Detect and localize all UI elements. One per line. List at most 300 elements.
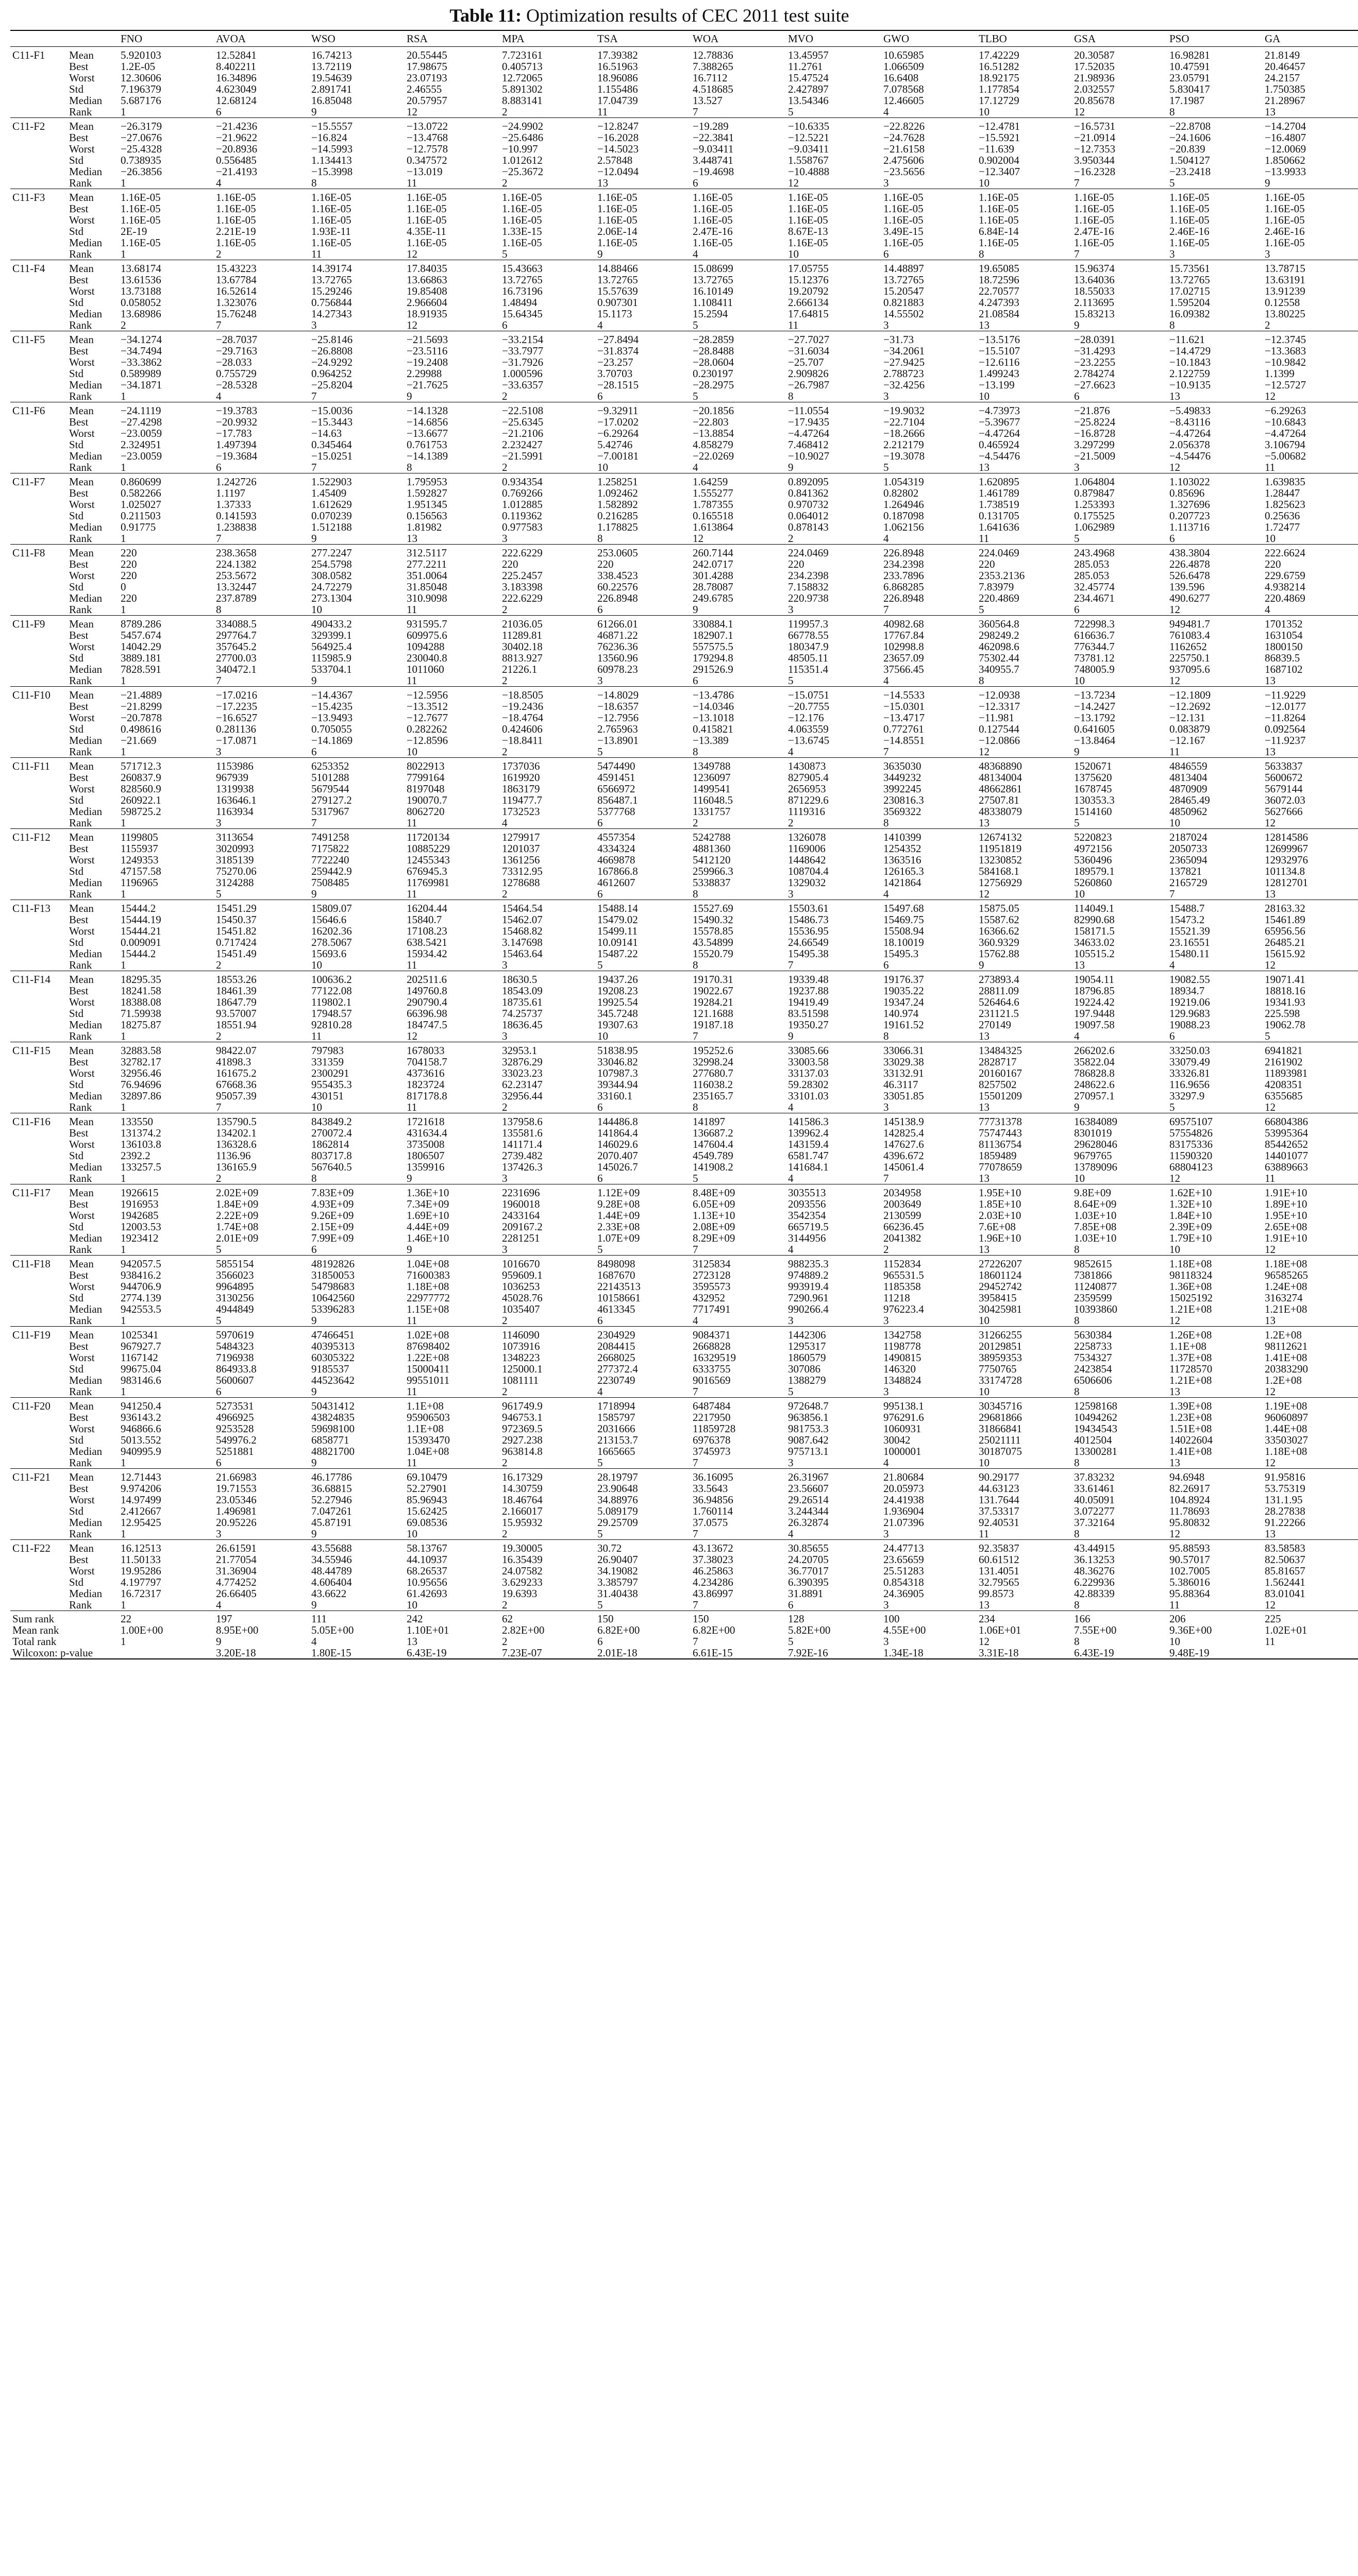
table-cell: 45028.76 [502,1292,543,1304]
table-cell: 34.19082 [597,1565,638,1577]
table-cell: 1.16E-05 [407,214,447,226]
table-cell: 3 [502,1030,508,1042]
function-label: C11-F2 [12,120,45,132]
table-cell: −20.8936 [216,143,258,155]
table-row [10,866,1358,877]
table-cell: 76236.36 [597,640,638,653]
table-cell: 4972156 [1074,842,1112,855]
function-label [10,1386,67,1398]
table-cell: 9253528 [216,1422,254,1435]
table-row [10,487,1358,499]
table-cell: −15.0036 [311,404,353,417]
header-blank [67,30,119,47]
table-row [10,900,1358,914]
summary-cell: 12 [979,1635,990,1648]
table-cell: 1319938 [216,783,254,795]
table-cell: 248622.6 [1074,1078,1115,1091]
table-cell: 490433.2 [311,618,352,630]
function-label [10,106,67,118]
table-cell: 1016670 [502,1258,540,1270]
table-cell: 533704.1 [311,663,352,675]
table-cell: 1.28447 [1265,487,1300,499]
function-label [10,1446,67,1457]
table-cell: 24.66549 [788,936,829,948]
table-cell: 184747.5 [407,1019,447,1031]
table-cell: −18.2666 [883,427,925,439]
table-cell: 260.7144 [693,547,733,559]
table-cell: 2.39E+09 [1169,1221,1212,1233]
table-row [10,391,1358,402]
table-cell: 1.16E-05 [407,236,447,249]
table-cell: 1.41E+08 [1169,1445,1212,1458]
function-label [10,1577,67,1588]
table-cell: 40982.68 [883,618,924,630]
table-cell: 19341.93 [1265,996,1305,1008]
function-label [10,783,67,794]
table-cell: 1.16E-05 [693,191,733,204]
table-cell: −12.0866 [979,734,1020,747]
metric-label: Worst [69,498,95,511]
metric-label: Mean [69,689,94,701]
table-cell: 430151 [311,1090,344,1102]
table-cell: 17.42229 [979,49,1019,61]
metric-label: Std [69,723,84,735]
table-cell: 4.197797 [121,1576,161,1588]
table-cell: 1329032 [788,876,826,889]
table-cell: 21226.1 [502,663,538,675]
table-cell: 30402.18 [502,640,543,653]
table-cell: 4 [597,1385,603,1398]
table-cell: 3 [502,1172,508,1184]
table-cell: 2187024 [1169,831,1208,843]
summary-section [10,1611,1358,1659]
table-cell: 18.55033 [1074,285,1115,297]
table-row [10,118,1358,132]
table-header [10,30,1358,47]
function-label: C11-F9 [12,618,45,630]
function-label: C11-F4 [12,262,45,275]
table-cell: 1349788 [693,760,731,772]
summary-cell: 242 [407,1613,423,1625]
table-cell: 10 [311,603,322,616]
table-cell: 15536.95 [788,925,829,937]
table-cell: 7.85E+08 [1074,1221,1117,1233]
table-cell: 226.4878 [1169,558,1210,570]
table-cell: 2050733 [1169,842,1208,855]
table-cell: 1348223 [502,1351,540,1364]
table-cell: 3 [502,1243,508,1256]
table-row [10,1423,1358,1434]
table-cell: 9 [407,1243,412,1256]
table-cell: −12.0177 [1265,700,1306,713]
table-cell: 4 [883,106,889,118]
metric-label: Mean [69,476,94,488]
table-cell: 1 [121,1172,126,1184]
table-cell: 1.21E+08 [1265,1303,1307,1315]
table-cell: 13.68986 [121,308,161,320]
table-cell: −26.3856 [121,165,162,178]
table-cell: 432952 [693,1292,725,1304]
table-cell: 5 [597,1528,603,1540]
metric-label: Worst [69,285,95,297]
table-cell: 69.10479 [407,1471,447,1483]
table-cell: 1514160 [1074,805,1112,818]
table-cell: 3 [311,319,317,331]
table-cell: 5.42746 [597,438,633,451]
summary-cell: 1 [121,1635,126,1648]
summary-cell: 1.80E-15 [309,1647,405,1659]
table-cell: 1073916 [502,1340,540,1352]
table-cell: 17.84035 [407,262,447,275]
table-cell: 1.1197 [216,487,245,499]
table-cell: 5627666 [1265,805,1303,818]
table-row [10,402,1358,417]
table-cell: 803717.8 [311,1149,352,1162]
table-cell: −26.3179 [121,120,162,132]
table-cell: 965531.5 [883,1269,924,1281]
table-cell: 3.106794 [1265,438,1305,451]
table-cell: 1.16E-05 [883,202,924,215]
table-cell: 29452742 [979,1280,1022,1293]
table-cell: 2 [216,248,222,260]
table-cell: 26.32874 [788,1516,829,1529]
table-cell: 9185537 [311,1363,349,1375]
table-cell: 12.95425 [121,1516,161,1529]
table-row [10,357,1358,368]
table-cell: 2.475606 [883,154,924,166]
metric-label: Median [69,1587,103,1600]
metric-label: Worst [69,1280,95,1293]
table-cell: 3124288 [216,876,254,889]
table-cell: 4373616 [407,1067,445,1079]
table-cell: 1.16E-05 [1169,236,1210,249]
table-cell: 75302.44 [979,652,1019,664]
function-label [10,1554,67,1565]
table-cell: 9.8E+09 [1074,1187,1111,1199]
table-cell: 2 [788,532,794,545]
table-cell: 24.07582 [502,1565,543,1577]
table-cell: 1.16E-05 [1265,236,1305,249]
table-cell: −21.5991 [502,450,544,462]
table-cell: 15934.42 [407,947,447,960]
table-cell: 19170.31 [693,973,733,986]
metric-label: Best [69,1127,89,1139]
table-cell: 10 [597,461,608,473]
table-cell: 115351.4 [788,663,828,675]
function-group [10,1469,1358,1540]
table-cell: −14.5023 [597,143,639,155]
table-cell: 1198778 [883,1340,921,1352]
table-cell: 22.70577 [979,285,1019,297]
table-cell: 5 [502,248,508,260]
table-row [10,1375,1358,1386]
table-cell: 0.216285 [597,510,638,522]
function-label [10,319,67,331]
table-cell: 2.33E+08 [597,1221,640,1233]
table-cell: 1011060 [407,663,444,675]
metric-label: Std [69,1576,84,1588]
table-cell: 1119316 [788,805,825,818]
table-cell: 3.629233 [502,1576,543,1588]
table-cell: 3 [883,1385,889,1398]
table-cell: −28.2859 [693,333,734,346]
table-cell: −4.73973 [979,404,1020,417]
table-cell: 1.16E-05 [502,236,542,249]
function-label [10,925,67,937]
table-cell: 0.415821 [693,723,733,735]
table-cell: 16384089 [1074,1115,1117,1128]
table-cell: 119957.3 [788,618,828,630]
table-cell: 43824835 [311,1411,355,1423]
table-cell: 136103.8 [121,1138,161,1150]
table-cell: 4208351 [1265,1078,1303,1091]
table-cell: 15578.85 [693,925,733,937]
table-cell: −12.0938 [979,689,1020,701]
table-cell: 31.8891 [788,1587,824,1600]
table-cell: 131.7644 [979,1494,1019,1506]
metric-label: Rank [69,532,92,545]
table-cell: 7.047261 [311,1505,352,1517]
table-cell: 2.65E+08 [1265,1221,1307,1233]
table-cell: 4 [216,390,222,402]
table-cell: 18796.85 [1074,985,1115,997]
table-cell: 12 [1265,1101,1276,1113]
table-cell: 609975.6 [407,629,447,641]
table-cell: 1860579 [788,1351,826,1364]
table-cell: 53995364 [1265,1127,1308,1139]
table-cell: 10885229 [407,842,450,855]
table-cell: 2258733 [1074,1340,1112,1352]
table-cell: 10 [1074,674,1085,687]
table-cell: 0.345464 [311,438,352,451]
metric-label: Best [69,1056,89,1068]
table-cell: 33085.66 [788,1044,829,1057]
table-cell: 87698402 [407,1340,450,1352]
table-cell: 8257502 [979,1078,1017,1091]
table-cell: 0.405713 [502,60,543,73]
table-row [10,368,1358,379]
table-cell: 66804386 [1265,1115,1308,1128]
table-row [10,1139,1358,1150]
table-cell: 1.134413 [311,154,352,166]
table-cell: 26485.21 [1265,936,1305,948]
table-cell: 937095.6 [1169,663,1210,675]
function-label [10,510,67,521]
metric-label: Rank [69,1314,92,1327]
table-cell: 16.52614 [216,285,257,297]
table-cell: 12699967 [1265,842,1308,855]
table-cell: 1.2E+08 [1265,1329,1302,1341]
table-cell: 12 [407,1030,417,1042]
table-cell: 9 [1074,745,1080,758]
table-cell: 5630384 [1074,1329,1112,1341]
table-cell: 2041382 [883,1232,921,1244]
table-cell: 220 [788,558,804,570]
function-label [10,1150,67,1161]
table-cell: 13 [979,1243,990,1256]
table-cell: 23.56607 [788,1482,829,1495]
table-cell: 74.25737 [502,1007,543,1020]
table-cell: 10 [1074,1172,1085,1184]
summary-cell: 6.82E+00 [597,1624,640,1636]
table-cell: 1.795953 [407,476,447,488]
function-label: C11-F7 [12,476,45,488]
table-cell: −20.9932 [216,416,258,428]
table-cell: 7 [883,603,889,616]
table-cell: 1.45409 [311,487,347,499]
table-cell: 222.6229 [502,592,543,604]
table-cell: 1 [121,106,126,118]
table-cell: 24.20705 [788,1553,829,1566]
table-cell: 14.48897 [883,262,924,275]
table-cell: 972648.7 [788,1400,829,1412]
table-cell: −10.4888 [788,165,830,178]
table-row [10,319,1358,331]
table-cell: 1167142 [121,1351,158,1364]
table-row [10,331,1358,346]
function-label [10,652,67,664]
table-cell: −6.29263 [1265,404,1306,417]
table-cell: 1.16E-05 [693,202,733,215]
table-cell: 0.82802 [883,487,919,499]
table-cell: 557575.5 [693,640,733,653]
table-cell: 1348824 [883,1374,921,1386]
table-cell: −28.0391 [1074,333,1116,346]
function-label [10,558,67,570]
table-cell: 38959353 [979,1351,1022,1364]
table-cell: −21.4889 [121,689,162,701]
table-cell: −12.6116 [979,356,1020,368]
table-cell: 17108.23 [407,925,447,937]
table-cell: 8.48E+09 [693,1187,735,1199]
table-cell: 9964895 [216,1280,254,1293]
table-cell: −34.1274 [121,333,162,346]
table-cell: 0.761753 [407,438,447,451]
table-cell: 4 [788,745,794,758]
table-cell: 4549.789 [693,1149,733,1162]
table-cell: 3 [788,1314,794,1327]
function-label [10,439,67,450]
table-cell: 133550 [121,1115,153,1128]
metric-label: Mean [69,1044,94,1057]
table-cell: 0.879847 [1074,487,1115,499]
header-algorithm: GA [1263,30,1358,47]
function-label [10,1210,67,1221]
table-cell: 9.26E+09 [311,1209,354,1222]
table-cell: 3.244344 [788,1505,829,1517]
table-cell: 18.10019 [883,936,924,948]
table-cell: 2 [502,674,508,687]
table-cell: 36072.03 [1265,794,1305,806]
metric-label: Worst [69,640,95,653]
table-cell: 0.772761 [883,723,924,735]
table-cell: 827905.4 [788,771,829,784]
table-cell: 99675.04 [121,1363,161,1375]
table-cell: 1 [121,817,126,829]
table-row [10,581,1358,592]
table-cell: 1 [121,1314,126,1327]
table-cell: 18461.39 [216,985,257,997]
table-cell: 15486.73 [788,913,829,926]
table-cell: −21.0914 [1074,131,1116,144]
table-cell: −28.7037 [216,333,258,346]
table-cell: −27.0676 [121,131,162,144]
table-cell: 32953.1 [502,1044,538,1057]
table-cell: −9.32911 [597,404,639,417]
table-cell: 2739.482 [502,1149,543,1162]
metric-label: Rank [69,461,92,473]
table-cell: 864933.8 [216,1363,257,1375]
table-cell: 41898.3 [216,1056,252,1068]
table-cell: 22977772 [407,1292,450,1304]
table-cell: 6 [216,461,222,473]
table-cell: 2034958 [883,1187,921,1199]
table-cell: 5.687176 [121,94,161,107]
summary-row [10,1636,1358,1647]
table-cell: 307086 [788,1363,820,1375]
table-cell: 12 [1169,1172,1180,1184]
table-row [10,166,1358,177]
table-cell: 10 [979,1456,990,1469]
metric-label: Mean [69,1329,94,1341]
table-cell: 234.2398 [788,569,829,582]
table-cell: 85442652 [1265,1138,1308,1150]
table-cell: 15521.39 [1169,925,1210,937]
function-label [10,1090,67,1101]
table-cell: 10 [979,1314,990,1327]
table-cell: 7 [216,674,222,687]
table-cell: 158171.5 [1074,925,1115,937]
table-cell: 19.6393 [502,1587,538,1600]
table-cell: 10.65985 [883,49,924,61]
table-cell: 871229.6 [788,794,829,806]
metric-label: Rank [69,888,92,900]
table-cell: 1.16E-05 [1169,202,1210,215]
function-label [10,937,67,948]
table-cell: 6 [597,1101,603,1113]
table-cell: 33132.91 [883,1067,924,1079]
table-cell: 13.72765 [502,274,543,286]
table-cell: 226.8948 [597,592,638,604]
table-row [10,1327,1358,1341]
table-cell: −13.6677 [407,427,448,439]
table-cell: 1.04E+08 [407,1258,449,1270]
table-cell: 1025341 [121,1329,159,1341]
table-cell: 1960018 [502,1198,540,1210]
table-row [10,132,1358,143]
table-cell: 3542354 [788,1209,826,1222]
table-cell: 3 [788,1456,794,1469]
table-cell: 98112621 [1265,1340,1308,1352]
header-algorithm: WOA [691,30,786,47]
table-cell: 27507.81 [979,794,1019,806]
table-cell: 2423854 [1074,1363,1112,1375]
metric-label: Std [69,1505,84,1517]
table-cell: 19.71553 [216,1482,257,1495]
table-cell: 9 [311,1385,317,1398]
table-cell: 13.72765 [693,274,733,286]
function-label: C11-F12 [12,831,51,843]
table-cell: 4.247393 [979,296,1019,309]
table-cell: 1.93E-11 [311,225,351,238]
function-label [10,843,67,854]
table-cell: 2 [216,959,222,971]
table-cell: 1 [121,959,126,971]
table-cell: 526.6478 [1169,569,1210,582]
table-cell: 12 [1169,603,1180,616]
table-cell: 1.16E-05 [311,214,351,226]
table-cell: 2 [502,106,508,118]
